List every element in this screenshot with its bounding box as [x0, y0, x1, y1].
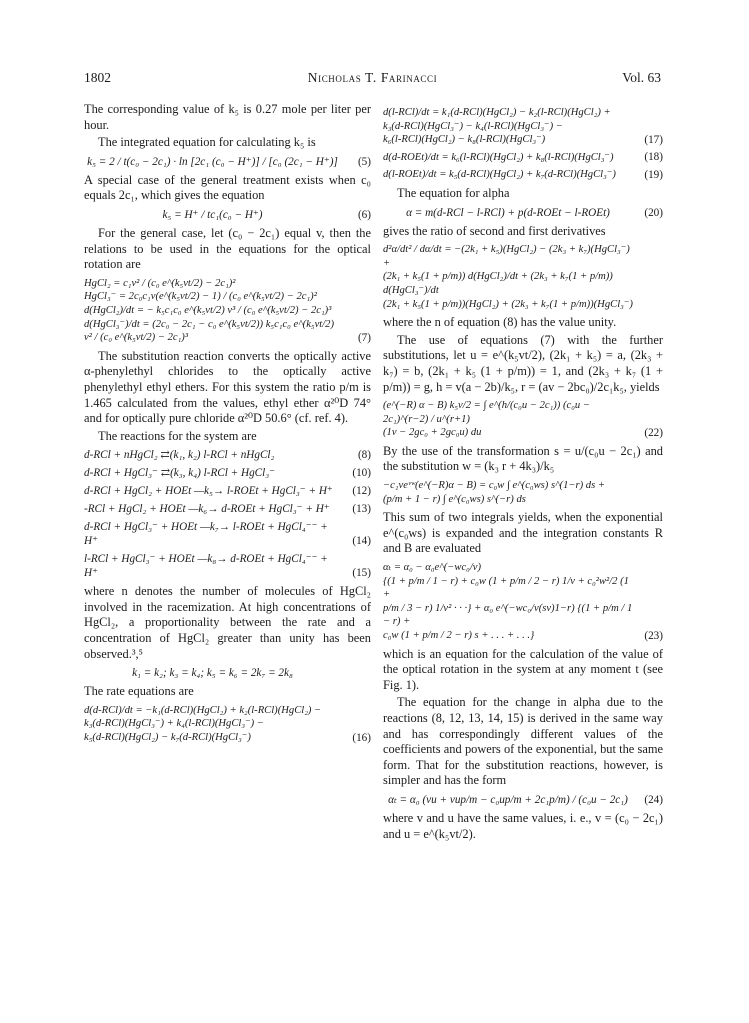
paragraph: The rate equations are: [84, 684, 194, 699]
equation-line: k₃(d-RCl)(HgCl₃⁻) − k₄(l-RCl)(HgCl₃⁻) −: [383, 120, 563, 132]
paragraph: A special case of the general treatment exists when c₀ equals 2c₁, which gives the equation: [84, 172, 371, 203]
equation-19: [383, 168, 663, 182]
equation-text: k₅ = 2 / t(c₀ − 2c₁) · ln [2c₁ (c₀ − H⁺)] / [c₀ (2c₁ − H⁺)]: [87, 155, 338, 168]
reaction-8: [84, 448, 371, 462]
equation-line: d²α/dt² / dα/dt = −(2k₁ + k₅)(HgCl₂) − (2k₃ + k₇)(HgCl₃⁻) +: [383, 244, 630, 269]
equation-number: (8): [357, 449, 371, 462]
equation-line: p/m / 3 − r) 1/v² · · ·} + α₀ e^(−wc₀/v(sv)1−r) {(1 + p/m / 1 − r) +: [383, 602, 633, 628]
reaction-text: d-RCl + HgCl₂ + HOEt —k₅→ l-ROEt + HgCl₃⁻ + H⁺: [84, 485, 333, 498]
equation-line: HgCl₂ = c₁v² / (c₀ e^(k₅vt/2) − 2c₁)²: [84, 277, 236, 289]
equation-text: k₁ = k₂; k₃ = k₄; k₅ = k₆ = 2k₇ = 2k₈: [132, 667, 293, 680]
paragraph: The corresponding value of k₅ is 0.27 mole per liter per hour.: [84, 102, 371, 132]
paragraph: For the general case, let (c₀ − 2c₁) equal v, then the relations to be used in the equations for the optical rotation are: [84, 225, 371, 272]
running-author: Nicholas T. Farinacci: [307, 70, 438, 85]
reaction-text: l-RCl + HgCl₃⁻ + HOEt —k₈→ d-ROEt + HgCl₄⁻⁻ + H⁺: [84, 553, 328, 580]
paragraph: which is an equation for the calculation of the value of the optical rotation in the system at any moment t (see Fig. 1).: [383, 646, 663, 692]
equation-number: (5): [357, 155, 371, 168]
equation-number: (24): [644, 793, 663, 806]
reaction-14: [84, 520, 371, 548]
equation-number: (18): [644, 151, 663, 164]
equation-number: (16): [352, 731, 371, 744]
equation-text: k₅ = H⁺ / tc₁(c₀ − H⁺): [162, 208, 263, 221]
equation-number: (12): [352, 485, 371, 498]
page-number: 1802: [84, 70, 111, 85]
equation-6: [84, 208, 371, 222]
equation-text: α = m(d-RCl − l-RCl) + p(d-ROEt − l-ROEt): [406, 206, 610, 219]
paragraph: The equation for the change in alpha due to the reactions (8, 12, 13, 14, 15) is derived in the same way and has correspondingly different values of the coefficients and powers of the exponential, but the same form. That for the substitution reactions, however, is simpler and has the form: [383, 695, 663, 788]
equation-7: [84, 277, 371, 345]
paragraph: The substitution reaction converts the optically active α-phenylethyl chlorides to the optically active phenylethyl ethyl ethers. For this system the ratio p/m is 1.465 calculated from the values, ethyl ether α²⁰D 74° and for optically pure chloride α²⁰D 50.6° (cf. ref. 4).: [84, 348, 371, 426]
paragraph: gives the ratio of second and first derivatives: [383, 223, 606, 238]
equation-number: (15): [352, 567, 371, 580]
paragraph: The use of equations (7) with the further substitutions, let u = e^(k₅vt/2), (2k₁ + k₅) = a, (2k₃ + k₇) = b, (2k₁ + k₅ (1 + p/m)) = 1, and (2k₃ + k₇ (1 + p/m)) = g, h = v(a − 2b)/k₅, r = (av − 2bc₀)/2c₁k₅, yields: [383, 332, 663, 394]
paragraph: where n denotes the number of molecules of HgCl₂ involved in the racemization. At high concentrations of HgCl₂, a proportionality between the rate and a concentration of HgCl₂ greater than unity has been observed.³,⁵: [84, 584, 371, 661]
equation-line: d(d-ROEt)/dt = k₆(l-RCl)(HgCl₂) + k₈(l-RCl)(HgCl₃⁻): [383, 151, 614, 163]
equation-line: αₜ = α₀ − α₀e^(−wc₀/v): [383, 562, 482, 574]
equation-18: [383, 151, 663, 165]
reaction-text: d-RCl + HgCl₃⁻ ⇄(k₃, k₄) l-RCl + HgCl₃⁻: [84, 467, 276, 480]
equation-line: k₆(l-RCl)(HgCl₂) − k₈(l-RCl)(HgCl₃⁻): [383, 134, 546, 146]
equation-number: (13): [352, 503, 371, 516]
paragraph: This sum of two integrals yields, when the exponential e^(c₀ws) is expanded and the integration constants R and B are evaluated: [383, 510, 663, 556]
equation-21: [383, 243, 663, 311]
equation-22-transformed: [383, 479, 663, 506]
equation-number: (23): [644, 629, 663, 642]
equation-20: [383, 206, 663, 220]
equation-line: d(l-RCl)/dt = k₁(d-RCl)(HgCl₂) − k₂(l-RCl)(HgCl₂) +: [383, 107, 611, 118]
equation-line: HgCl₃⁻ = 2c₀c₁v(e^(k₅vt/2) − 1) / (c₀ e^(k₅vt/2) − 2c₁)²: [84, 291, 317, 303]
equation-line: (p/m + 1 − r) ∫ e^(c₀ws) s^(−r) ds: [383, 493, 526, 505]
equation-number: (17): [644, 133, 663, 146]
running-header: [84, 70, 661, 88]
reaction-12: [84, 484, 371, 498]
equation-line: (2k₁ + k₅(1 + p/m)) d(HgCl₂)/dt + (2k₃ + k₇(1 + p/m)) d(HgCl₃⁻)/dt: [383, 271, 613, 296]
reaction-text: d-RCl + HgCl₃⁻ + HOEt —k₇→ l-ROEt + HgCl₄⁻⁻ + H⁺: [84, 521, 328, 548]
equation-line: d(HgCl₃⁻)/dt = (2c₀ − 2c₁ − c₀ e^(k₅vt/2)) k₅c₁c₀ e^(k₅vt/2) v² / (c₀ e^(k₅vt/2) − 2c₁)³: [84, 318, 335, 344]
equation-number: (20): [644, 206, 663, 219]
right-column: [383, 102, 663, 983]
equation-23: [383, 561, 663, 643]
paragraph: The reactions for the system are: [98, 428, 257, 443]
volume-label: Vol. 63: [622, 70, 661, 85]
equation-16: [84, 704, 371, 745]
equation-24: [383, 793, 663, 807]
equation-line: c₀w (1 + p/m / 2 − r) s + . . . + . . .}: [383, 630, 535, 641]
equation-text: αₜ = α₀ (vu + vup/m − c₀up/m + 2c₁p/m) / (c₀u − 2c₁): [388, 793, 628, 806]
equation-line: k₅(d-RCl)(HgCl₂) − k₇(d-RCl)(HgCl₃⁻): [84, 732, 251, 744]
reaction-text: d-RCl + nHgCl₂ ⇄(k₁, k₂) l-RCl + nHgCl₂: [84, 449, 275, 462]
reaction-text: -RCl + HgCl₂ + HOEt —k₆→ d-ROEt + HgCl₃⁻ + H⁺: [84, 503, 330, 516]
equation-line: (1v − 2gc₀ + 2gc₀u) du: [383, 427, 482, 439]
equation-22: [383, 399, 663, 440]
equation-5: [84, 155, 371, 169]
equation-number: (7): [357, 331, 371, 344]
equation-line: d(HgCl₂)/dt = − k₅c₁c₀ e^(k₅vt/2) v³ / (c₀ e^(k₅vt/2) − 2c₁)³: [84, 304, 332, 316]
equation-number: (10): [352, 467, 371, 480]
paragraph: where the n of equation (8) has the value unity.: [383, 315, 617, 330]
paragraph: The equation for alpha: [397, 185, 510, 200]
equation-line: {(1 + p/m / 1 − r) + c₀w (1 + p/m / 2 − r) 1/v + c₀²w²/2 (1 +: [383, 575, 629, 601]
equation-line: (2k₁ + k₅(1 + p/m))(HgCl₂) + (2k₃ + k₇(1 + p/m))(HgCl₃⁻): [383, 298, 633, 310]
reaction-15: [84, 552, 371, 580]
equation-number: (14): [352, 535, 371, 548]
equation-line: (e^(−R) α − B) k₅v/2 = ∫ e^(h/(c₀u − 2c₁)) (c₀u − 2c₁)^(r−2) / u^(r+1): [383, 400, 590, 425]
equation-17: [383, 106, 663, 147]
paragraph: where v and u have the same values, i. e., v = (c₀ − 2c₁) and u = e^(k₅vt/2).: [383, 810, 663, 841]
paragraph: By the use of the transformation s = u/(c₀u − 2c₁) and the substitution w = (k₃ r + 4k₃)/k₅: [383, 443, 663, 474]
equation-number: (6): [357, 208, 371, 221]
equation-line: k₃(d-RCl)(HgCl₃⁻) + k₄(l-RCl)(HgCl₃⁻) −: [84, 718, 264, 730]
reaction-10: [84, 466, 371, 480]
equation-line: −c₁veᵛʷ(e^(−R)α − B) = c₀w ∫ e^(c₀ws) s^(1−r) ds +: [383, 480, 606, 492]
equation-line: d(d-RCl)/dt = −k₁(d-RCl)(HgCl₂) + k₂(l-RCl)(HgCl₂) −: [84, 704, 322, 716]
reaction-13: [84, 502, 371, 516]
left-column: [84, 102, 371, 983]
paragraph: The integrated equation for calculating k₅ is: [98, 135, 316, 150]
equation-line: d(l-ROEt)/dt = k₅(d-RCl)(HgCl₂) + k₇(d-RCl)(HgCl₃⁻): [383, 169, 616, 181]
equation-number: (19): [644, 168, 663, 181]
rate-constant-relations: [84, 666, 371, 680]
equation-number: (22): [644, 426, 663, 439]
